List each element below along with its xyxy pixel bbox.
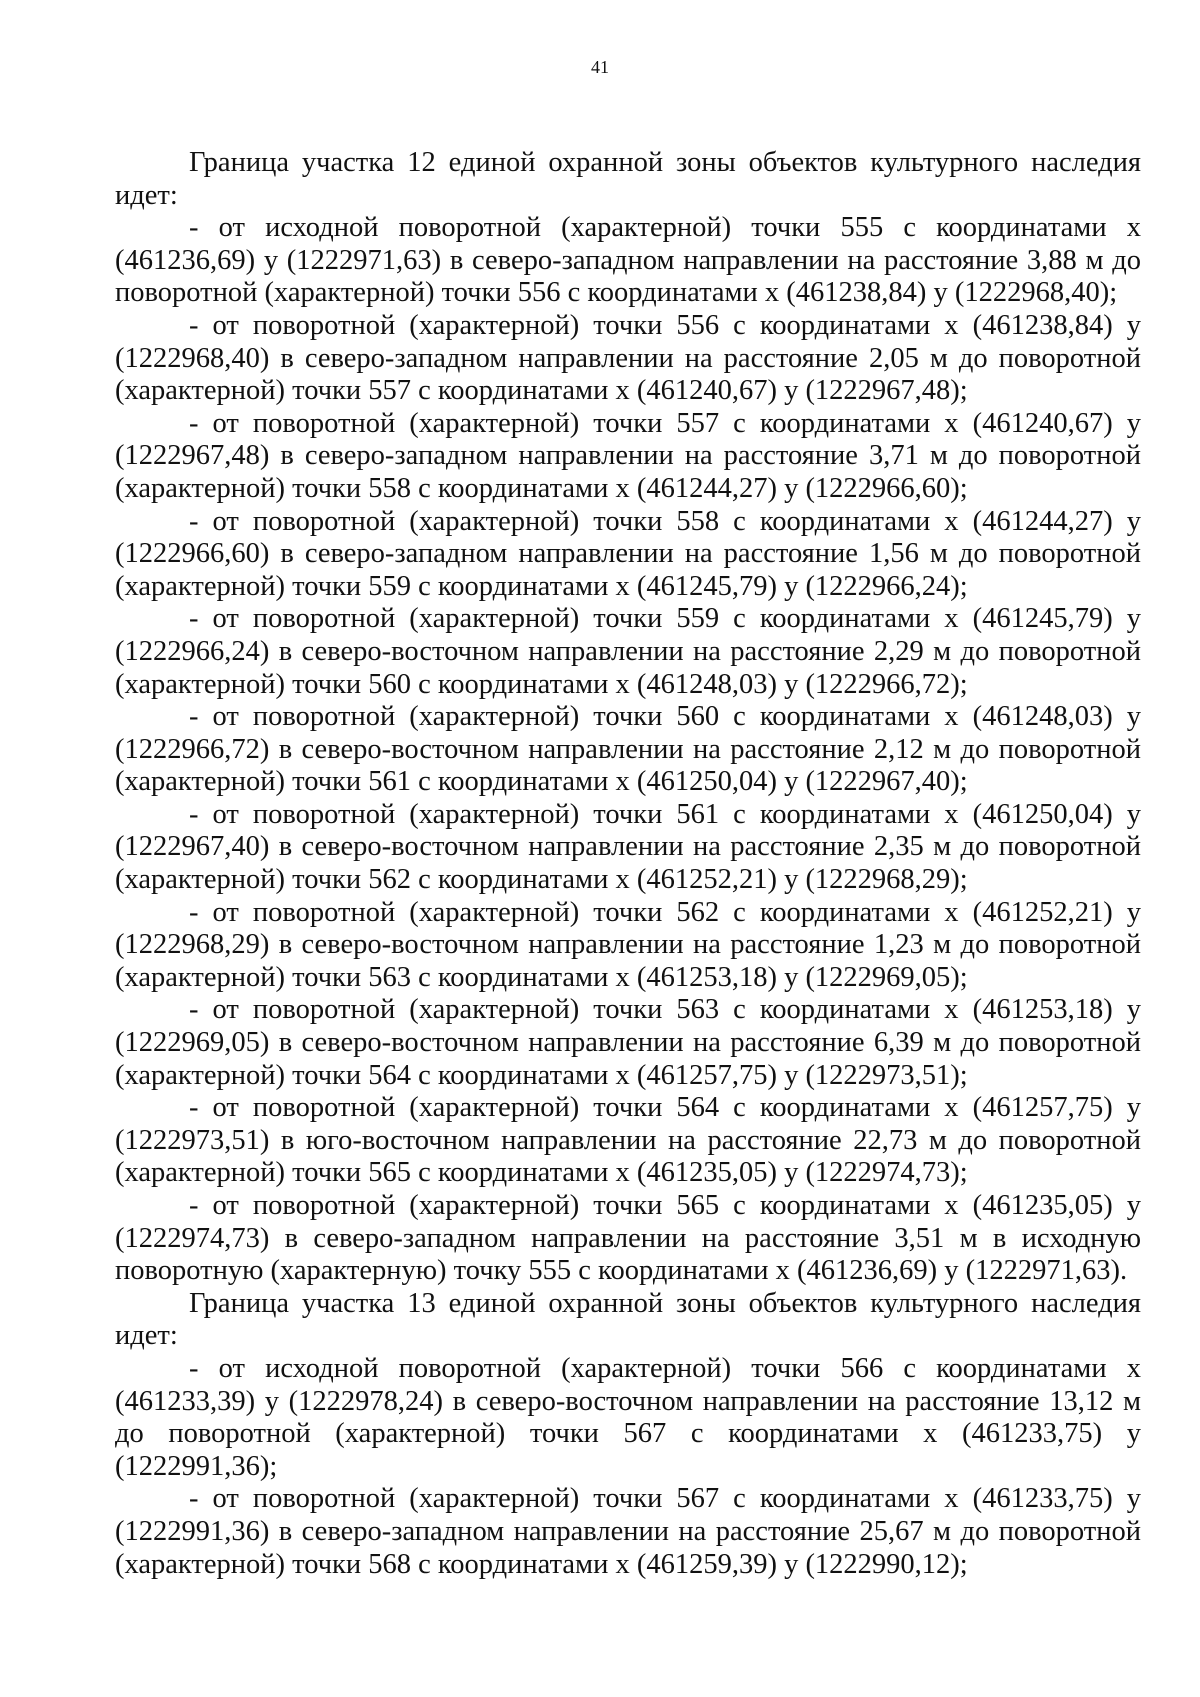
boundary-segment: - от поворотной (характерной) точки 559 с координатами x (461245,79) y (1222966,24) в северо-восточном направлении на расстояние 2,29 м до поворотной (характерной) точки 560 с координатами x (461248,03) y (1222966,72); [115,603,1141,700]
boundary-segment: - от поворотной (характерной) точки 567 с координатами x (461233,75) y (1222991,36) в северо-западном направлении на расстояние 25,67 м до поворотной (характерной) точки 568 с координатами x (461259,39) y (1222990,12); [115,1483,1141,1580]
boundary-segment: - от поворотной (характерной) точки 558 с координатами x (461244,27) y (1222966,60) в северо-западном направлении на расстояние 1,56 м до поворотной (характерной) точки 559 с координатами x (461245,79) y (1222966,24); [115,505,1141,602]
boundary-segment: - от исходной поворотной (характерной) точки 555 с координатами x (461236,69) y (1222971,63) в северо-западном направлении на расстояние 3,88 м до поворотной (характерной) точки 556 с координатами x (461238,84) y (1222968,40); [115,212,1141,309]
page-number: 41 [591,57,609,77]
section-heading-plot-12: Граница участка 12 единой охранной зоны объектов культурного наследия идет: [115,147,1141,211]
boundary-segment: - от поворотной (характерной) точки 565 с координатами x (461235,05) y (1222974,73) в северо-западном направлении на расстояние 3,51 м в исходную поворотную (характерную) точку 555 с координатами x (461236,69) y (1222971,63). [115,1190,1141,1287]
boundary-segment: - от исходной поворотной (характерной) точки 566 с координатами x (461233,39) y (1222978,24) в северо-восточном направлении на расстояние 13,12 м до поворотной (характерной) точки 567 с координатами x (461233,75) y (1222991,36); [115,1352,1141,1482]
boundary-segment: - от поворотной (характерной) точки 564 с координатами x (461257,75) y (1222973,51) в юго-восточном направлении на расстояние 22,73 м до поворотной (характерной) точки 565 с координатами x (461235,05) y (1222974,73); [115,1092,1141,1189]
boundary-segment: - от поворотной (характерной) точки 560 с координатами x (461248,03) y (1222966,72) в северо-восточном направлении на расстояние 2,12 м до поворотной (характерной) точки 561 с координатами x (461250,04) y (1222967,40); [115,701,1141,798]
boundary-segment: - от поворотной (характерной) точки 562 с координатами x (461252,21) y (1222968,29) в северо-восточном направлении на расстояние 1,23 м до поворотной (характерной) точки 563 с координатами x (461253,18) y (1222969,05); [115,896,1141,993]
section-heading-plot-13: Граница участка 13 единой охранной зоны объектов культурного наследия идет: [115,1287,1141,1352]
boundary-segment: - от поворотной (характерной) точки 556 с координатами x (461238,84) y (1222968,40) в северо-западном направлении на расстояние 2,05 м до поворотной (характерной) точки 557 с координатами x (461240,67) y (1222967,48); [115,309,1141,407]
boundary-segment: - от поворотной (характерной) точки 563 с координатами x (461253,18) y (1222969,05) в северо-восточном направлении на расстояние 6,39 м до поворотной (характерной) точки 564 с координатами x (461257,75) y (1222973,51); [115,994,1141,1091]
boundary-segment: - от поворотной (характерной) точки 557 с координатами x (461240,67) y (1222967,48) в северо-западном направлении на расстояние 3,71 м до поворотной (характерной) точки 558 с координатами x (461244,27) y (1222966,60); [115,407,1141,504]
document-body [115,147,1141,1581]
boundary-segment: - от поворотной (характерной) точки 561 с координатами x (461250,04) y (1222967,40) в северо-восточном направлении на расстояние 2,35 м до поворотной (характерной) точки 562 с координатами x (461252,21) y (1222968,29); [115,798,1141,896]
